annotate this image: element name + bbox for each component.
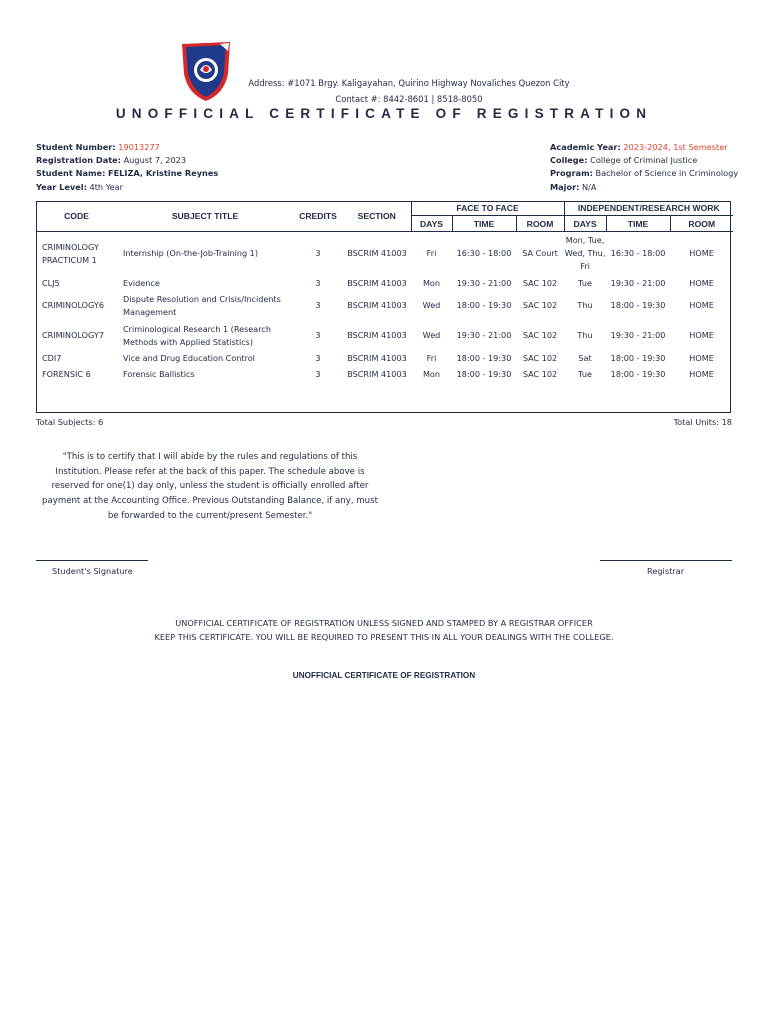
irw-room: HOME — [689, 369, 714, 379]
school-logo — [180, 40, 232, 102]
f2f-room: SA Court — [522, 248, 558, 259]
col-header-days: DAYS — [564, 216, 606, 232]
course-code: FORENSIC 6 — [42, 369, 91, 379]
academic-year: 2023-2024, 1st Semester — [623, 142, 728, 152]
schedule-table — [36, 201, 733, 383]
subject-title: Criminological Research 1 (Research Methods with Applied Statistics) — [123, 323, 271, 347]
registrar-signature-line — [600, 560, 732, 561]
section: BSCRIM 41003 — [347, 300, 407, 310]
table-row — [36, 367, 733, 383]
irw-time: 18:00 - 19:30 — [610, 369, 666, 379]
f2f-days: Wed — [422, 300, 441, 310]
year-level-label: Year Level: — [36, 181, 87, 192]
col-header-code: CODE — [36, 201, 117, 232]
credits: 3 — [315, 369, 321, 379]
col-header-time: TIME — [606, 216, 670, 232]
college-label: College: — [550, 155, 588, 166]
col-header-days: DAYS — [411, 216, 452, 232]
irw-room: HOME — [689, 248, 714, 259]
f2f-days: Mon — [422, 369, 441, 379]
registrar-signature-label: Registrar — [647, 566, 685, 576]
registration-date-label: Registration Date: — [36, 155, 121, 166]
col-header-room: ROOM — [516, 216, 564, 232]
total-subjects: Total Subjects: 6 — [36, 417, 104, 427]
table-row — [36, 232, 733, 276]
irw-days: Tue — [578, 277, 592, 288]
major: N/A — [582, 181, 597, 192]
irw-days: Tue — [578, 369, 592, 379]
col-header-subject: SUBJECT TITLE — [117, 201, 293, 232]
col-header-credits: CREDITS — [293, 201, 343, 232]
f2f-days: Wed — [422, 330, 441, 340]
subject-title: Dispute Resolution and Crisis/Incidents Management — [123, 293, 281, 317]
irw-time: 16:30 - 18:00 — [610, 248, 666, 259]
subject-title: Evidence — [123, 277, 160, 288]
student-info — [36, 141, 218, 194]
subject-title: Forensic Ballistics — [123, 369, 195, 379]
irw-room: HOME — [689, 330, 714, 340]
irw-days: Mon, Tue, Wed, Thu, Fri — [564, 235, 606, 272]
f2f-room: SAC 102 — [522, 330, 558, 340]
course-code: CRIMINOLOGY PRACTICUM 1 — [42, 241, 99, 265]
f2f-days: Mon — [422, 277, 441, 288]
f2f-time: 18:00 - 19:30 — [456, 300, 512, 310]
col-header-time: TIME — [452, 216, 516, 232]
f2f-time: 18:00 - 19:30 — [456, 353, 512, 363]
section: BSCRIM 41003 — [347, 330, 407, 340]
table-row — [36, 321, 733, 351]
f2f-days: Fri — [426, 248, 437, 259]
credits: 3 — [315, 330, 321, 340]
irw-time: 19:30 - 21:00 — [610, 277, 666, 288]
section: BSCRIM 41003 — [347, 277, 407, 288]
notice-line-1: UNOFFICIAL CERTIFICATE OF REGISTRATION UNLESS SIGNED AND STAMPED BY A REGISTRAR OFFICER — [175, 618, 593, 628]
f2f-time: 19:30 - 21:00 — [456, 330, 512, 340]
irw-days: Sat — [578, 353, 592, 363]
registration-date: August 7, 2023 — [123, 155, 187, 166]
course-code: CRIMINOLOGY6 — [42, 300, 105, 310]
col-header-section: SECTION — [343, 201, 411, 232]
student-name: FELIZA, Kristine Reynes — [108, 168, 219, 179]
f2f-room: SAC 102 — [522, 369, 558, 379]
irw-room: HOME — [689, 277, 714, 288]
course-code: CDI7 — [42, 353, 62, 363]
table-row — [36, 351, 733, 367]
subject-title: Internship (On-the-Job-Training 1) — [123, 248, 258, 259]
program: Bachelor of Science in Criminology — [595, 168, 739, 179]
table-row — [36, 276, 733, 291]
irw-time: 19:30 - 21:00 — [610, 330, 666, 340]
irw-room: HOME — [689, 300, 714, 310]
page-title: UNOFFICIAL CERTIFICATE OF REGISTRATION — [115, 106, 653, 121]
section: BSCRIM 41003 — [347, 248, 407, 259]
credits: 3 — [315, 277, 321, 288]
col-header-room: ROOM — [670, 216, 733, 232]
irw-days: Thu — [577, 300, 593, 310]
student-number: 19013277 — [118, 142, 160, 152]
total-units: Total Units: 18 — [673, 417, 732, 427]
student-name-label: Student Name: — [36, 168, 106, 179]
col-header-face-to-face: FACE TO FACE — [411, 201, 564, 216]
footer-title: UNOFFICIAL CERTIFICATE OF REGISTRATION — [292, 671, 476, 680]
student-number-label: Student Number: — [36, 142, 116, 152]
irw-time: 18:00 - 19:30 — [610, 300, 666, 310]
school-address: Address: #1071 Brgy. Kaligayahan, Quirino Highway Novaliches Quezon City — [248, 78, 570, 88]
program-label: Program: — [550, 168, 593, 179]
f2f-time: 19:30 - 21:00 — [456, 277, 512, 288]
f2f-time: 16:30 - 18:00 — [456, 248, 512, 259]
f2f-room: SAC 102 — [522, 277, 558, 288]
certification-statement: "This is to certify that I will abide by the rules and regulations of this Institution. Please refer at the back of this paper. The schedule above is reserved for one(1) day only, unless the student is officially enrolled after payment at the Accounting Office. Previous Outstanding Balance, if any, must be forwarded to the current/present Semester." — [42, 452, 378, 521]
f2f-time: 18:00 - 19:30 — [456, 369, 512, 379]
irw-time: 18:00 - 19:30 — [610, 353, 666, 363]
school-contact: Contact #: 8442-8601 | 8518-8050 — [335, 94, 483, 104]
college: College of Criminal Justice — [590, 155, 698, 166]
f2f-room: SAC 102 — [522, 300, 558, 310]
subject-title: Vice and Drug Education Control — [123, 353, 255, 363]
irw-days: Thu — [577, 330, 593, 340]
major-label: Major: — [550, 181, 580, 192]
table-row — [36, 291, 733, 321]
f2f-days: Fri — [426, 353, 437, 363]
academic-year-label: Academic Year: — [550, 142, 621, 152]
year-level: 4th Year — [89, 181, 124, 192]
course-code: CLJ5 — [42, 277, 60, 288]
credits: 3 — [315, 248, 321, 259]
course-code: CRIMINOLOGY7 — [42, 330, 105, 340]
col-header-independent: INDEPENDENT/RESEARCH WORK — [564, 201, 733, 216]
student-signature-line — [36, 560, 148, 561]
f2f-room: SAC 102 — [522, 353, 558, 363]
notice-line-2: KEEP THIS CERTIFICATE. YOU WILL BE REQUIRED TO PRESENT THIS IN ALL YOUR DEALINGS WITH THE COLLEGE. — [154, 632, 614, 642]
credits: 3 — [315, 353, 321, 363]
section: BSCRIM 41003 — [347, 369, 407, 379]
academic-info — [550, 141, 738, 194]
student-signature-label: Student's Signature — [52, 566, 133, 576]
notice — [0, 616, 768, 644]
section: BSCRIM 41003 — [347, 353, 407, 363]
credits: 3 — [315, 300, 321, 310]
irw-room: HOME — [689, 353, 714, 363]
